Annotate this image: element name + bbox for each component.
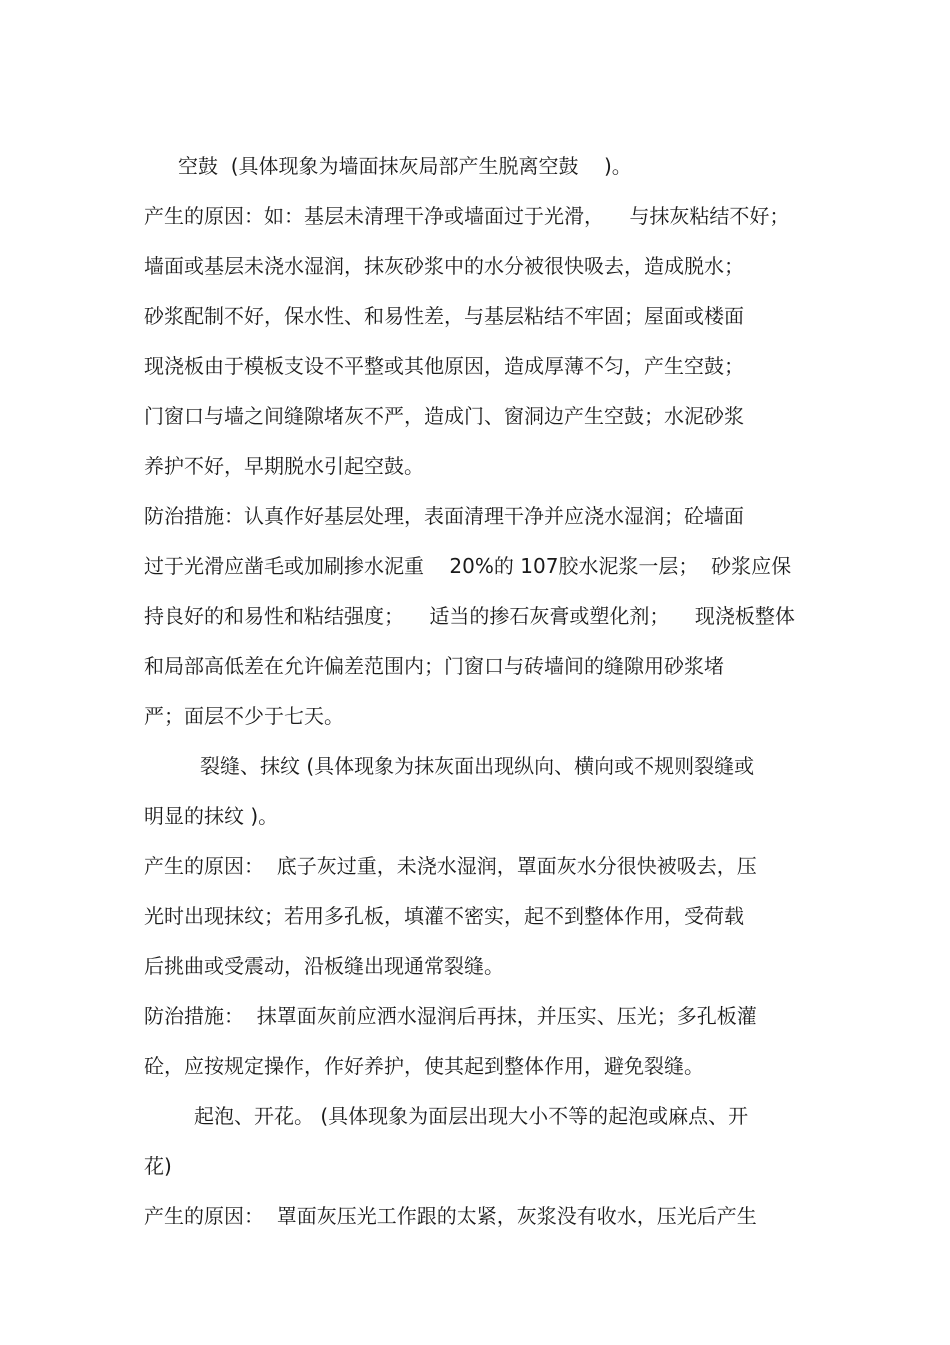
- text-line: 现浇板由于模板支设不平整或其他原因，造成厚薄不匀，产生空鼓；: [144, 354, 744, 378]
- text-line: 产生的原因： 罩面灰压光工作跟的太紧，灰浆没有收水，压光后产生: [144, 1204, 757, 1228]
- text-line: 防治措施： 抹罩面灰前应洒水湿润后再抹，并压实、压光；多孔板灌: [144, 1004, 757, 1028]
- heading-kong-gu: 空鼓 (具体现象为墙面抹灰局部产生脱离空鼓 )。: [178, 154, 632, 178]
- heading-qi-pao: 起泡、开花。 (具体现象为面层出现大小不等的起泡或麻点、开: [194, 1104, 749, 1128]
- text-line: 产生的原因： 底子灰过重，未浇水湿润，罩面灰水分很快被吸去，压: [144, 854, 757, 878]
- text-line: 门窗口与墙之间缝隙堵灰不严，造成门、窗洞边产生空鼓；水泥砂浆: [144, 404, 744, 428]
- text-line: 防治措施：认真作好基层处理，表面清理干净并应浇水湿润；砼墙面: [144, 504, 744, 528]
- text-line: 产生的原因：如：基层未清理干净或墙面过于光滑， 与抹灰粘结不好；: [144, 204, 790, 228]
- text-line: 后挑曲或受震动，沿板缝出现通常裂缝。: [144, 954, 504, 978]
- text-line: 明显的抹纹 )。: [144, 804, 279, 828]
- text-line: 花): [144, 1154, 172, 1178]
- text-line: 光时出现抹纹；若用多孔板，填灌不密实，起不到整体作用，受荷载: [144, 904, 744, 928]
- text-line: 和局部高低差在允许偏差范围内；门窗口与砖墙间的缝隙用砂浆堵: [144, 654, 724, 678]
- text-line: 养护不好，早期脱水引起空鼓。: [144, 454, 424, 478]
- text-line: 持良好的和易性和粘结强度； 适当的掺石灰膏或塑化剂； 现浇板整体: [144, 604, 795, 628]
- text-line: 砂浆配制不好，保水性、和易性差，与基层粘结不牢固；屋面或楼面: [144, 304, 744, 328]
- text-line: 砼，应按规定操作，作好养护，使其起到整体作用，避免裂缝。: [144, 1054, 704, 1078]
- text-line: 墙面或基层未浇水湿润，抹灰砂浆中的水分被很快吸去，造成脱水；: [144, 254, 744, 278]
- text-line: 严；面层不少于七天。: [144, 704, 344, 728]
- text-line: 过于光滑应凿毛或加刷掺水泥重 20%的 107胶水泥浆一层； 砂浆应保: [144, 554, 792, 578]
- heading-lie-feng: 裂缝、抹纹 (具体现象为抹灰面出现纵向、横向或不规则裂缝或: [200, 754, 755, 778]
